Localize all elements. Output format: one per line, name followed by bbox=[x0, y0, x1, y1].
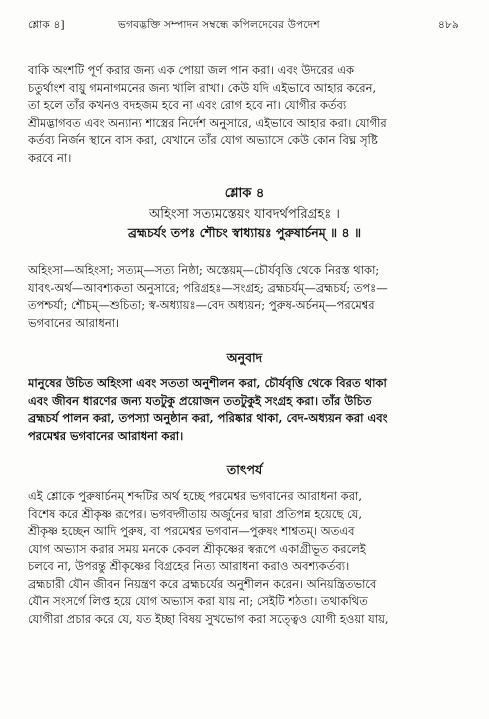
text-line: যোগীরা প্রচার করে যে, যত ইচ্ছা বিষয় সুখভোগ করা সত্ত্বেও যোগী হওয়া যায়, bbox=[28, 611, 389, 626]
running-header bbox=[28, 18, 459, 36]
text-line: চতুর্থাংশ বায়ু গমনাগমনের জন্য খালি রাখা। কেউ যদি এইভাবে আহার করেন, bbox=[28, 80, 377, 95]
text-line: শ্রীমদ্ভাগবত এবং অন্যান্য শাস্ত্রের নির্দেশ অনুসারে, এইভাবে আহার করা। যোগীর bbox=[28, 115, 387, 130]
page-number: ৪৮৯ bbox=[437, 19, 459, 31]
text-line: যোগ অভ্যাস করার সময় মনকে কেবল শ্রীকৃষ্ণের স্বরূপে একাগ্রীভূত করলেই bbox=[28, 541, 366, 556]
header-verse-ref: শ্লোক ৪] bbox=[28, 19, 65, 31]
text-line: বিশেষ করে শ্রীকৃষ্ণ রূপের। ভগবদ্গীতায় অর্জুনের দ্বারা প্রতিপন্ন হয়েছে যে, bbox=[28, 506, 363, 521]
header-chapter-title: ভগবদ্ভক্তি সম্পাদন সম্বন্ধে কপিলদেবের উপদেশ bbox=[118, 19, 320, 31]
text-line: পরমেশ্বর ভগবানের আরাধনা করা। bbox=[28, 428, 184, 443]
intro-paragraph bbox=[28, 62, 462, 167]
text-line: ব্রহ্মচারী যৌন জীবন নিয়ন্ত্রণ করে ব্রহ্মচর্যের অনুশীলন করেন। অনিয়ন্ত্রিতভাবে bbox=[28, 576, 377, 591]
text-line: অহিংসা—অহিংসা; সত্যম্—সত্য নিষ্ঠা; অস্তেয়ম্—চৌর্যবৃত্তি থেকে নিরস্ত থাকা; bbox=[28, 263, 380, 277]
text-line: মানুষের উচিত অহিংসা এবং সততা অনুশীলন করা, চৌর্যবৃত্তি থেকে বিরত থাকা bbox=[28, 376, 387, 390]
text-line: কর্তব্য নির্জন স্থানে বাস করা, যেখানে তাঁর যোগ অভ্যাসে কেউ কোন বিঘ্ন সৃষ্টি bbox=[28, 133, 378, 147]
verse-line-2: ব্রহ্মচর্যং তপঃ শৌচং স্বাধ্যায়ঃ পুরুষার্চনম্ ॥ ৪ ॥ bbox=[127, 225, 362, 240]
verse-heading: শ্লোক ৪ bbox=[224, 186, 265, 201]
text-line: ব্রহ্মচর্য পালন করা, তপস্যা অনুষ্ঠান করা, পরিষ্কার থাকা, বেদ-অধ্যয়ন করা এবং bbox=[28, 411, 388, 425]
text-line: ভগবানের আরাধনা। bbox=[28, 315, 120, 330]
text-line: যৌন সংসর্গে লিপ্ত হয়ে যোগ অভ্যাস করা যায় না; সেইটি শঠতা। তথাকথিত bbox=[28, 594, 368, 608]
purport-heading: তাৎপর্য bbox=[226, 462, 263, 477]
translation-paragraph bbox=[28, 375, 462, 445]
text-line: শ্রীকৃষ্ণ হচ্ছেন আদি পুরুষ, বা পরমেশ্বর ভগবান—পুরুষং শাশ্বতম্। অতএব bbox=[28, 524, 355, 538]
text-line: তা হলে তাঁর কখনও বদহজম হবে না এবং রোগ হবে না। যোগীর কর্তব্য bbox=[28, 98, 347, 112]
synonyms-paragraph bbox=[28, 262, 462, 332]
verse-line-1: অহিংসা সত্যমস্তেয়ং যাবদর্থপরিগ্রহঃ । bbox=[149, 207, 340, 222]
text-line: তপশ্চর্যা; শৌচম্—শুচিতা; স্ব-অধ্যায়ঃ—বেদ অধ্যয়ন; পুরুষ-অর্চনম্—পরমেশ্বর bbox=[28, 298, 375, 312]
text-line: যাবৎ-অর্থ—আবশ্যকতা অনুসারে; পরিগ্রহঃ—সংগ্রহ; ব্রহ্মচর্যম্—ব্রহ্মচর্য; তপঃ— bbox=[28, 280, 388, 295]
purport-paragraph bbox=[28, 488, 462, 628]
text-line: চলবে না, উপরন্তু শ্রীকৃষ্ণের বিগ্রহের নিত্য আরাধনা করাও অবশ্যকর্তব্য। bbox=[28, 559, 350, 573]
text-line: করবে না। bbox=[28, 150, 72, 165]
text-line: এবং জীবন ধারণের জন্য যতটুকু প্রয়োজন ততটুকুই সংগ্রহ করা। তাঁর উচিত bbox=[28, 393, 372, 408]
text-line: এই শ্লোকে পুরুষার্চনম্ শব্দটির অর্থ হচ্ছে পরমেশ্বর ভগবানের আরাধনা করা, bbox=[28, 489, 363, 503]
translation-heading: অনুবাদ bbox=[226, 350, 263, 365]
text-line: বাকি অংশটি পূর্ণ করার জন্য এক পোয়া জল পান করা। এবং উদরের এক bbox=[28, 63, 355, 77]
